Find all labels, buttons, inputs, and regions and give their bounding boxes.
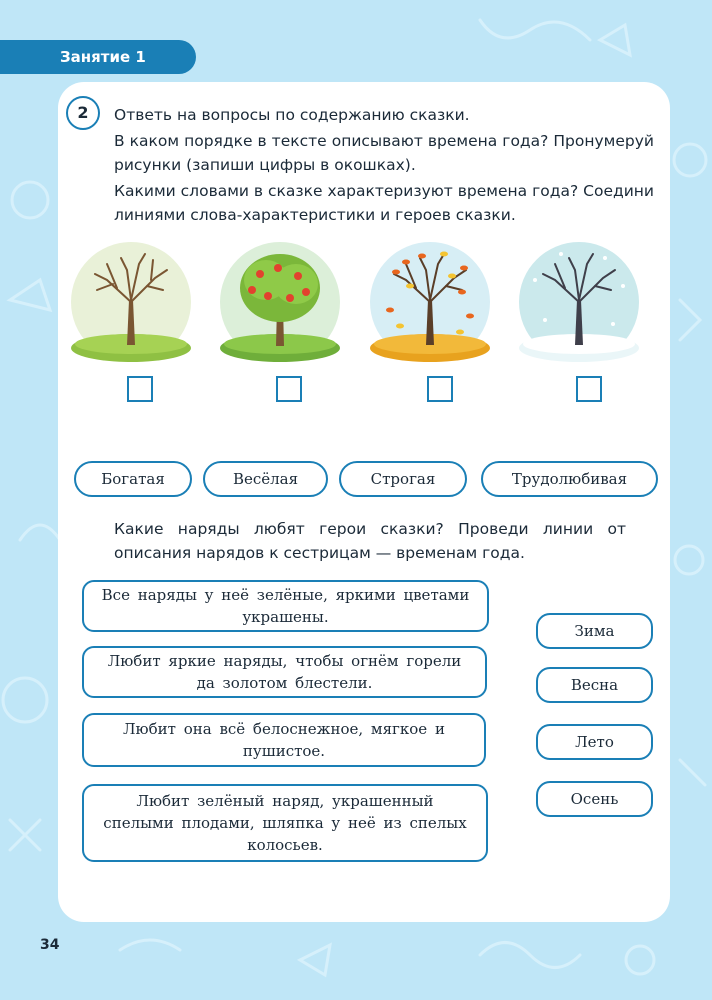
outfit-description-1[interactable]: Все наряды у неё зелёные, яркими цветами украшены. xyxy=(82,580,489,632)
season-leto[interactable]: Лето xyxy=(536,724,653,760)
winter-tree-icon xyxy=(515,240,643,370)
order-box-4[interactable] xyxy=(576,376,602,402)
page-number: 34 xyxy=(40,937,60,953)
characteristic-trudolyubivaya[interactable]: Трудолюбивая xyxy=(481,461,658,497)
instruction-line-4: Какие наряды любят герои сказки? Проведи линии от описания нарядов к сестрицам — временам года. xyxy=(114,520,626,562)
spring-tree-icon xyxy=(67,240,195,370)
order-box-2[interactable] xyxy=(276,376,302,402)
instruction-line-2: В каком порядке в тексте описывают времена года? Пронумеруй рисунки (запиши цифры в окошках). xyxy=(114,132,654,174)
characteristic-strogaya[interactable]: Строгая xyxy=(339,461,467,497)
outfit-description-4[interactable]: Любит зелёный наряд, украшенный спелыми плодами, шляпка у неё из спелых колосьев. xyxy=(82,784,488,862)
outfit-description-2[interactable]: Любит яркие наряды, чтобы огнём горели да золотом блестели. xyxy=(82,646,487,698)
characteristic-veselaya[interactable]: Весёлая xyxy=(203,461,328,497)
instruction-line-1: Ответь на вопросы по содержанию сказки. xyxy=(114,106,470,124)
characteristic-bogataya[interactable]: Богатая xyxy=(74,461,192,497)
season-vesna[interactable]: Весна xyxy=(536,667,653,703)
order-box-3[interactable] xyxy=(427,376,453,402)
instruction-line-3: Какими словами в сказке характеризуют времена года? Соедини линиями слова-характеристики и героев сказки. xyxy=(114,182,654,224)
outfit-description-3[interactable]: Любит она всё белоснежное, мягкое и пушистое. xyxy=(82,713,486,767)
season-zima[interactable]: Зима xyxy=(536,613,653,649)
autumn-tree-icon xyxy=(366,240,494,370)
task-number: 2 xyxy=(66,96,100,130)
lesson-tab: Занятие 1 xyxy=(0,40,196,74)
summer-apple-tree-icon xyxy=(216,240,344,370)
order-box-1[interactable] xyxy=(127,376,153,402)
season-osen[interactable]: Осень xyxy=(536,781,653,817)
